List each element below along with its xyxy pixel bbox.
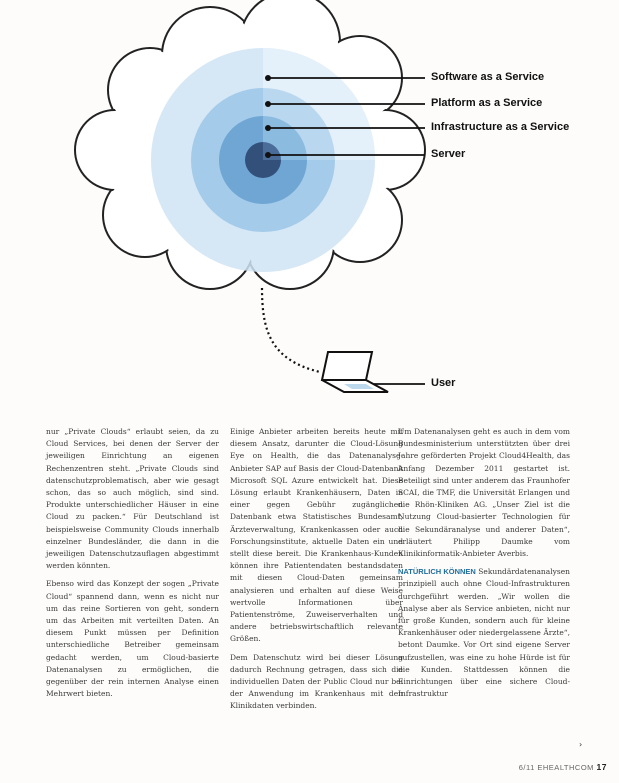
paragraph: Ebenso wird das Konzept der sogen „Private Cloud“ spannend dann, wenn es nicht nur um das reine Sortieren von geht, sondern um das Arbeiten mit verteilten Daten. An diesem Punkt müssen per Definition unterschiedliche Betreiber gemeinsam gedacht werden, um Cloud-basierte Datenanalysen zu ermöglichen, die gegenüber der rein internen Analyse einen Mehrwert bieten. [46, 579, 219, 699]
continue-arrow-icon: › [579, 740, 583, 749]
paragraph-text: Sekundärdatenanalysen prinzipiell auch ohne Cloud-Infrastrukturen durchgeführt werden. „Wir wollen die Analyse aber als Service anbieten, nicht nur für große Kunden, sondern auch für kleine Krankenhäuser oder niedergelassene Ärzte“, betont Daumke. Vor Ort sind eigene Server aufzustellen, was eine zu hohe Hürde ist für die Kunden. Stattdessen können die Einrichtungen über eine sichere Cloud-Infrastruktur [398, 567, 570, 699]
article-column-3 [398, 426, 570, 706]
paragraph: Um Datenanalysen geht es auch in dem vom Bundesministerium unterstützten über drei Jahre geförderten Projekt Cloud4Health, das Anfang Dezember 2011 gestartet ist. Beteiligt sind unter anderem das Fraunhofer SCAI, die TMF, die Universität Erlangen und die Rhön-Kliniken AG. „Unser Ziel ist die Nutzung Cloud-basierter Technologien für die Sekundäranalyse und anderer Daten“, erläutert Philipp Daumke vom Klinikinformatik-Anbieter Averbis. [398, 427, 570, 559]
iaas-label: Infrastructure as a Service [431, 121, 570, 133]
magazine-name: EHEALTHCOM [537, 763, 594, 772]
paragraph: Einige Anbieter arbeiten bereits heute mit diesem Ansatz, darunter die Cloud-Lösung Eye on Health, die das Datenanalyse-Anbieter SAP auf Basis der Cloud-Datenbank Microsoft SQL Azure entwickelt hat. Diese Lösung erlaubt Krankenhäusern, Daten in einer gegen Gebühr zugänglichen Datenbank etwa Statistisches Bundesamt, Ärzteverwaltung, Krankenkassen oder auch Forschungsinstitute, aktuelle Daten ein und stellt diese bereit. Die Krankenhaus-Kunden können ihre Patientendaten bestandsdaten mit diesen Cloud-Daten gemeinsam analysieren und erhalten auf diese Weise wertvolle Informationen über Patientenströme, Zuweiserverhalten und andere betriebswirtschaftlich relevante Größen. [230, 427, 403, 644]
saas-label: Software as a Service [431, 71, 545, 83]
article-column-1 [46, 426, 219, 706]
paas-label: Platform as a Service [431, 97, 543, 109]
article-column-2 [230, 426, 403, 719]
page-footer [519, 762, 607, 772]
service-layers [151, 48, 375, 272]
paragraph: nur „Private Clouds“ erlaubt seien, da zu Cloud Services, bei denen der Server der jeweiligen Einrichtung an eigenen Rechenzentren steht. „Private Clouds sind datenschutzproblematisch, aber wie gesagt schon, das so auch möglich, sind sind. Produkte unterschiedlicher Häuser in eine Cloud zu packen.“ Für Deutschland ist beispielsweise Community Clouds innerhalb einzelner Bundesländer, die dann in die jeweiligen Datenschutzauflagen abgestimmt werden könnten. [46, 427, 219, 571]
paragraph [398, 566, 570, 700]
user-connection [262, 288, 320, 372]
page-number: 17 [596, 762, 607, 772]
server-label: Server [431, 148, 466, 160]
issue: 6/11 [518, 763, 535, 772]
user-label: User [431, 377, 456, 389]
section-lead: NATÜRLICH KÖNNEN [398, 567, 476, 577]
paragraph: Dem Datenschutz wird bei dieser Lösung dadurch Rechnung getragen, dass sich die individuellen Daten der Public Cloud nur bei der Anwendung im Krankenhaus mit den Klinikdaten verbinden. [230, 652, 403, 711]
laptop-icon [322, 352, 388, 392]
